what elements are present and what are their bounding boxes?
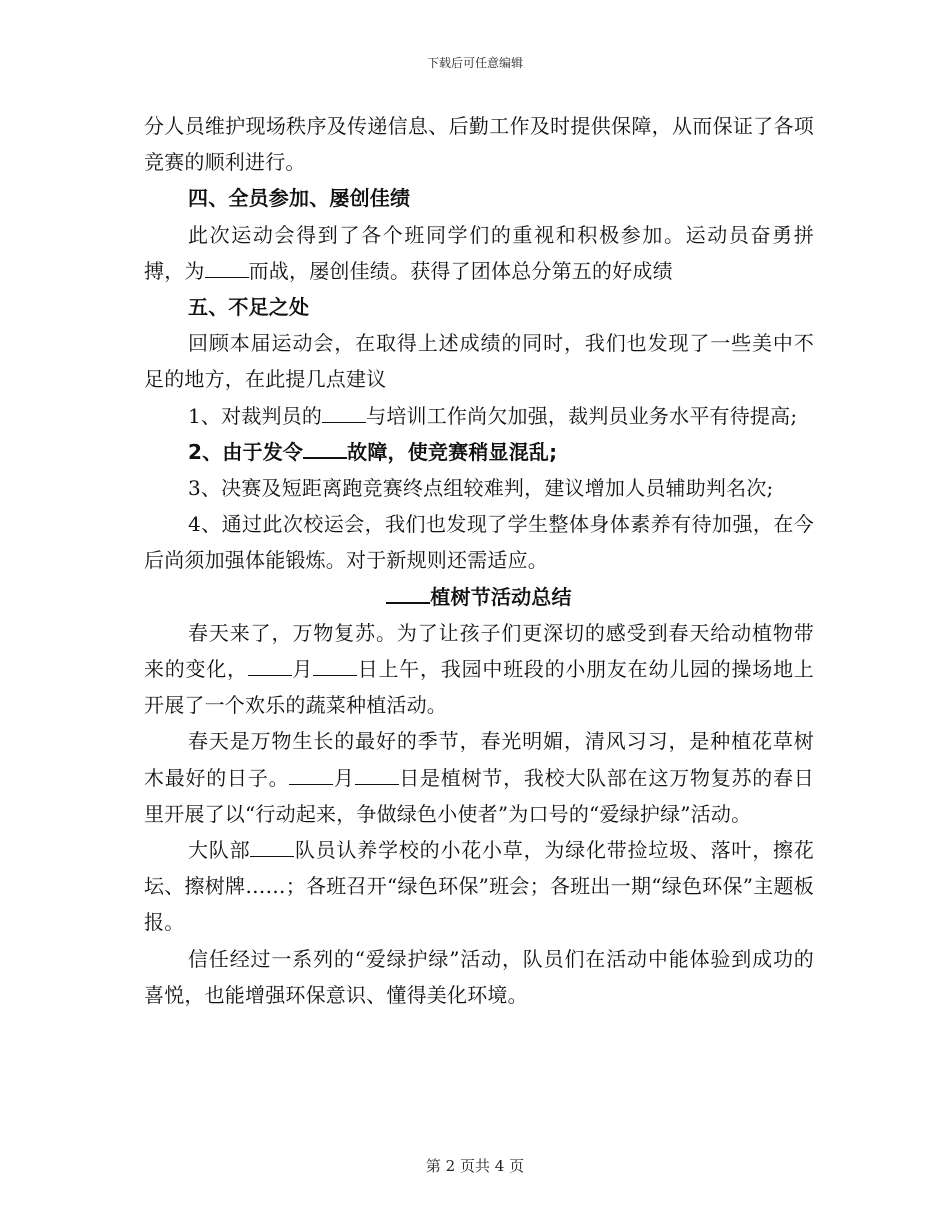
text-segment: 日上午，我园中班段的小朋友在幼儿园的操场地上开展了一个欢乐的蔬菜种植活动。 <box>144 657 815 718</box>
title-text: 植树节活动总结 <box>430 584 572 609</box>
text-segment: 春天来了，万物复苏。为了让孩子们更深切的感受到春天给动植物带来的变化， <box>144 620 814 682</box>
text-segment: 故障，使竞赛稍显混乱; <box>347 439 558 464</box>
suggestion-item-3: 3、决赛及短距离跑竞赛终点组较难判，建议增加人员辅助判名次; <box>188 476 774 501</box>
text-segment: 而战，屡创佳绩。获得了团体总分第五的好成绩 <box>248 258 673 283</box>
blank-underline <box>205 257 249 278</box>
text-segment: 日是植树节，我校大队部在这万物复苏的春日里开展了以“行动起来，争做绿色小使者”为口号的“爱绿护绿”活动。 <box>144 765 815 826</box>
text-segment: 队员认养学校的小花小草，为绿化带捡垃圾、落叶，擦花坛、擦树牌……；各班召开“绿色环保”班会；各班出一期“绿色环保”主题板报。 <box>144 838 814 935</box>
text-segment: 大队部 <box>188 838 251 863</box>
paragraph-brigade <box>144 832 814 941</box>
text-segment: 1、对裁判员的 <box>188 403 323 428</box>
blank-underline <box>355 764 399 785</box>
paragraph-spring <box>144 615 814 724</box>
section-heading-5: 五、不足之处 <box>188 295 310 320</box>
text-segment: 春天是万物生长的最好的季节，春光明媚，清风习习，是种植花草树木最好的日子。 <box>144 729 814 790</box>
blank-underline <box>250 836 294 857</box>
suggestion-item-1 <box>144 398 814 434</box>
paragraph-conclusion: 信任经过一系列的“爱绿护绿”活动，队员们在活动中能体验到成功的喜悦，也能增强环保意识、懂得美化环境。 <box>144 946 814 1007</box>
text-segment: 此次运动会得到了各个班同学们的重视和积极参加。运动员奋勇拼搏，为 <box>144 222 814 283</box>
blank-underline <box>386 582 430 604</box>
section-heading-4: 四、全员参加、屡创佳绩 <box>188 186 411 211</box>
text-segment: 月 <box>333 765 355 790</box>
text-segment: 2、由于发令 <box>188 439 304 464</box>
blank-underline <box>313 655 357 676</box>
suggestion-item-2 <box>144 434 814 470</box>
paragraph-review: 回顾本届运动会，在取得上述成绩的同时，我们也发现了一些美中不足的地方，在此提几点建议 <box>144 331 814 392</box>
page-footer: 第 2 页共 4 页 <box>425 1157 525 1175</box>
document-body <box>144 108 814 1013</box>
paragraph-arbor-day <box>144 723 814 832</box>
blank-underline <box>289 764 333 785</box>
blank-underline <box>248 655 292 676</box>
text-segment: 与培训工作尚欠加强，裁判员业务水平有待提高; <box>366 403 798 428</box>
text-segment: 月 <box>291 657 314 682</box>
suggestion-item-4: 4、通过此次校运会，我们也发现了学生整体身体素养有待加强，在今后尚须加强体能锻炼。对于新规则还需适应。 <box>144 512 814 573</box>
blank-underline <box>303 437 347 459</box>
article-title <box>144 579 814 615</box>
paragraph-athletes <box>144 217 814 289</box>
blank-underline <box>322 402 366 423</box>
paragraph-continued: 分人员维护现场秩序及传递信息、后勤工作及时提供保障，从而保证了各项竞赛的顺利进行。 <box>144 114 814 175</box>
page-header: 下载后可任意编辑 <box>426 56 523 70</box>
